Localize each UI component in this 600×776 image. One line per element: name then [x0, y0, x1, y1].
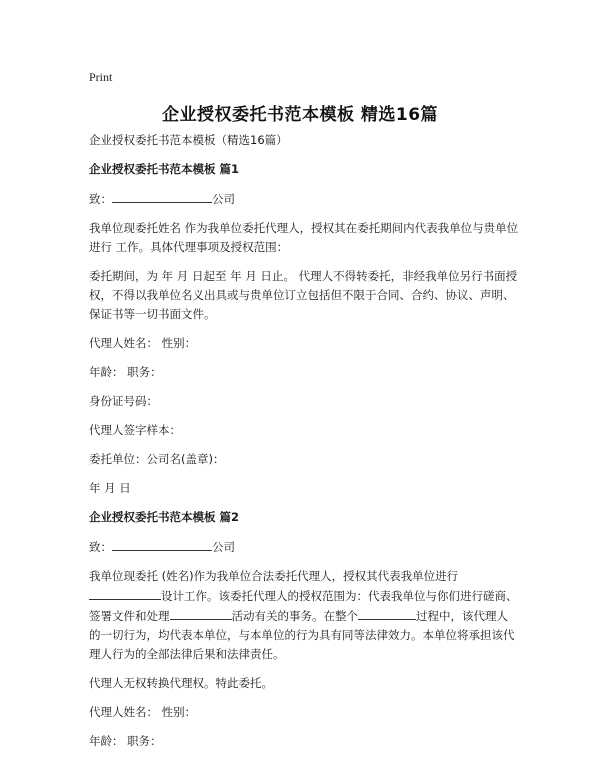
addressee-prefix: 致： — [89, 540, 112, 554]
section-heading-2: 企业授权委托书范本模板 篇2 — [89, 510, 240, 524]
addressee-suffix: 公司 — [212, 192, 235, 206]
principal-line: 委托单位：公司名(盖章)： — [89, 452, 225, 466]
section-heading-1: 企业授权委托书范本模板 篇1 — [89, 162, 240, 176]
process-blank — [358, 606, 416, 620]
signature-sample-line: 代理人签字样本： — [89, 423, 181, 437]
document-body — [89, 131, 519, 761]
document-title: 企业授权委托书范本模板 精选16篇 — [161, 105, 439, 125]
company-blank — [112, 189, 212, 203]
addressee-line-1 — [89, 189, 519, 209]
addressee-prefix: 致： — [89, 192, 112, 206]
no-transfer-line: 代理人无权转换代理权。特此委托。 — [89, 676, 273, 690]
matter-blank — [170, 606, 232, 620]
id-number-line: 身份证号码： — [89, 394, 158, 408]
auth-text-a: 我单位现委托 (姓名)作为我单位合法委托代理人，授权其代表我单位进行 — [89, 569, 459, 583]
auth-text-b: 设计工作。该委托代理人的授权范围为：代表我单位与你们进行磋商、签署文件和处理 — [89, 589, 518, 623]
agent-age-line-2: 年龄： 职务： — [89, 734, 162, 748]
agent-age-line-1: 年龄： 职务： — [89, 365, 162, 379]
term-paragraph-1: 委托期间，为 年 月 日起至 年 月 日止。 代理人不得转委托，非经我单位另行书面授权，不得以我单位名义出具或与贵单位订立包括但不限于合同、合约、协议、声明、保证书等一切书面文件。 — [89, 269, 518, 321]
project-blank — [89, 586, 161, 600]
print-label[interactable]: Print — [89, 70, 113, 84]
authorization-paragraph-2 — [89, 567, 519, 664]
auth-text-d: 过程中，该代理人的一切行为，均代表本单位，与本单位的行为具有同等法律效力。本单位将承担该代理人行为的全部法律后果和法律责任。 — [89, 609, 515, 661]
auth-text-c: 活动有关的事务。在整个 — [231, 609, 358, 623]
document-subtitle: 企业授权委托书范本模板（精选16篇） — [89, 133, 288, 147]
addressee-line-2 — [89, 537, 519, 557]
date-line: 年 月 日 — [89, 481, 131, 495]
agent-name-line-1: 代理人姓名： 性别： — [89, 336, 197, 350]
agent-name-line-2: 代理人姓名： 性别： — [89, 705, 197, 719]
authorization-paragraph-1: 我单位现委托姓名 作为我单位委托代理人，授权其在委托期间内代表我单位与贵单位进行 工作。具体代理事项及授权范围： — [89, 221, 519, 254]
company-blank — [112, 537, 212, 551]
addressee-suffix: 公司 — [212, 540, 235, 554]
